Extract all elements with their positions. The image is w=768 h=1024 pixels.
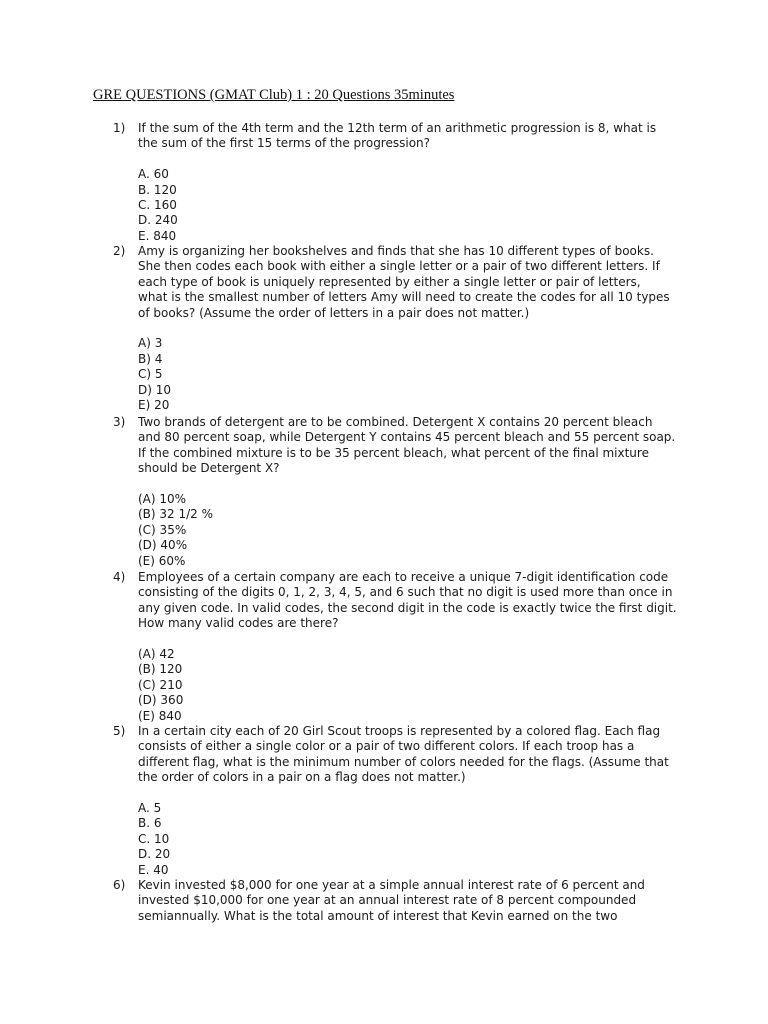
question-2 — [113, 244, 673, 413]
question-3 — [113, 415, 676, 569]
answer-option: B. 120 — [138, 182, 177, 197]
answer-option: E. 840 — [138, 228, 177, 243]
answer-option: (B) 32 1/2 % — [138, 507, 214, 522]
question-number: 4) — [113, 570, 126, 584]
answer-option: A. 60 — [138, 167, 169, 182]
question-text: Amy is organizing her bookshelves and finds that she has 10 different types of books. She then codes each book with either a single letter or a pair of two different letters. If each type of book is uniquely represented by either a single letter or pair of letters, what is the smallest number of letters Amy will need to create the codes for all 10 types of books? (Assume the order of letters in a pair does not matter.) — [138, 244, 670, 320]
question-5 — [113, 724, 673, 878]
answer-options — [138, 801, 673, 878]
answer-option: (D) 360 — [138, 693, 184, 708]
answer-option: (C) 35% — [138, 522, 187, 537]
answer-option: D. 240 — [138, 213, 178, 228]
answer-option: C) 5 — [138, 367, 163, 382]
answer-options — [138, 336, 673, 413]
answer-options — [138, 492, 673, 569]
answer-option: B) 4 — [138, 351, 163, 366]
question-text: Two brands of detergent are to be combined. Detergent X contains 20 percent bleach and 80 percent soap, while Detergent Y contains 45 percent bleach and 55 percent soap. If the combined mixture is to be 35 percent bleach, what percent of the final mixture should be Detergent X? — [138, 415, 676, 476]
answer-option: (D) 40% — [138, 538, 188, 553]
question-number: 6) — [113, 878, 126, 892]
answer-option: (A) 42 — [138, 647, 175, 662]
question-number: 5) — [113, 724, 126, 738]
question-text: In a certain city each of 20 Girl Scout troops is represented by a colored flag. Each flag consists of either a single color or a pair of two different colors. If each troop has a different flag, what is the minimum number of colors needed for the flags. (Assume that the order of colors in a pair on a flag does not matter.) — [138, 724, 669, 785]
answer-option: B. 6 — [138, 816, 162, 831]
answer-option: C. 160 — [138, 198, 177, 213]
answer-option: (E) 840 — [138, 708, 182, 723]
answer-option: A. 5 — [138, 801, 162, 816]
question-6 — [113, 878, 673, 924]
answer-option: (A) 10% — [138, 492, 187, 507]
question-number: 1) — [113, 121, 126, 135]
answer-option: (E) 60% — [138, 553, 186, 568]
question-number: 2) — [113, 244, 126, 258]
question-text: Employees of a certain company are each to receive a unique 7-digit identification code consisting of the digits 0, 1, 2, 3, 4, 5, and 6 such that no digit is used more than once in any given code. In valid codes, the second digit in the code is exactly twice the first digit. How many valid codes are there? — [138, 570, 677, 631]
answer-option: A) 3 — [138, 336, 163, 351]
answer-option: D) 10 — [138, 382, 172, 397]
question-4 — [113, 570, 677, 724]
answer-option: E) 20 — [138, 398, 170, 413]
question-text: If the sum of the 4th term and the 12th term of an arithmetic progression is 8, what is the sum of the first 15 terms of the progression? — [138, 121, 657, 151]
answer-options — [138, 647, 673, 724]
answer-option: D. 20 — [138, 847, 171, 862]
question-text: Kevin invested $8,000 for one year at a simple annual interest rate of 6 percent and invested $10,000 for one year at an annual interest rate of 8 percent compounded semiannually. What is the total amount of interest that Kevin earned on the two — [138, 878, 645, 923]
document-title: GRE QUESTIONS (GMAT Club) 1 : 20 Questions 35minutes — [93, 87, 455, 103]
answer-option: E. 40 — [138, 862, 169, 877]
answer-option: C. 10 — [138, 831, 170, 846]
answer-option: (C) 210 — [138, 677, 183, 692]
question-1 — [113, 121, 673, 244]
answer-option: (B) 120 — [138, 662, 183, 677]
answer-options — [138, 167, 673, 244]
question-number: 3) — [113, 415, 126, 429]
